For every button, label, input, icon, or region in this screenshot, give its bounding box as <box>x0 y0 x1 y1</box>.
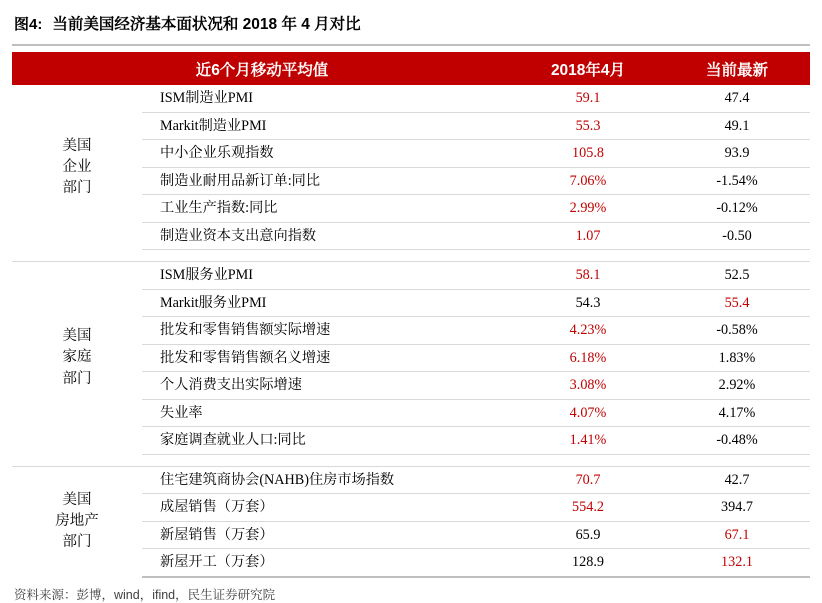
value-april: 1.07 <box>512 222 664 250</box>
value-april: 128.9 <box>512 549 664 577</box>
figure-label: 图4: <box>14 15 43 33</box>
table-row <box>12 466 810 494</box>
value-april: 70.7 <box>512 466 664 494</box>
spacer-cell <box>142 454 512 466</box>
metric-name: 工业生产指数:同比 <box>142 195 512 223</box>
value-current: 93.9 <box>664 140 810 168</box>
sector-line: 美国 <box>62 137 92 154</box>
group-spacer <box>12 454 810 466</box>
metric-name: Markit制造业PMI <box>142 112 512 140</box>
table-row <box>12 262 810 290</box>
column-header-april: 2018年4月 <box>512 52 664 85</box>
value-current: 2.92% <box>664 372 810 400</box>
value-current: -0.48% <box>664 427 810 455</box>
value-april: 2.99% <box>512 195 664 223</box>
value-april: 65.9 <box>512 521 664 549</box>
metric-name: 批发和零售销售额名义增速 <box>142 344 512 372</box>
sector-line: 企业 <box>62 158 92 175</box>
metric-name: Markit服务业PMI <box>142 289 512 317</box>
value-current: 49.1 <box>664 112 810 140</box>
spacer-cell <box>12 250 142 262</box>
value-april: 554.2 <box>512 494 664 522</box>
source-note: 资料来源：彭博，wind，ifind，民生证券研究院 <box>14 587 276 602</box>
value-current: 1.83% <box>664 344 810 372</box>
spacer-cell <box>664 454 810 466</box>
metric-name: 中小企业乐观指数 <box>142 140 512 168</box>
value-current: -0.12% <box>664 195 810 223</box>
sector-line: 部门 <box>62 179 92 196</box>
value-april: 4.07% <box>512 399 664 427</box>
metric-name: 住宅建筑商协会(NAHB)住房市场指数 <box>142 466 512 494</box>
value-current: 42.7 <box>664 466 810 494</box>
table-body <box>12 85 810 577</box>
value-april: 54.3 <box>512 289 664 317</box>
sector-line: 家庭 <box>62 349 92 366</box>
sector-line: 部门 <box>62 370 92 387</box>
sector-label-realestate <box>12 466 142 577</box>
metric-name: 制造业耐用品新订单:同比 <box>142 167 512 195</box>
spacer-cell <box>512 250 664 262</box>
metric-name: 成屋销售（万套） <box>142 494 512 522</box>
table-header-row <box>12 52 810 85</box>
value-april: 55.3 <box>512 112 664 140</box>
value-current: -0.50 <box>664 222 810 250</box>
value-current: 394.7 <box>664 494 810 522</box>
spacer-cell <box>664 250 810 262</box>
economic-indicator-table <box>12 52 810 578</box>
spacer-cell <box>12 454 142 466</box>
metric-name: ISM制造业PMI <box>142 85 512 112</box>
value-april: 4.23% <box>512 317 664 345</box>
metric-name: 批发和零售销售额实际增速 <box>142 317 512 345</box>
group-spacer <box>12 250 810 262</box>
value-current: 132.1 <box>664 549 810 577</box>
value-current: 47.4 <box>664 85 810 112</box>
value-current: 4.17% <box>664 399 810 427</box>
value-current: 52.5 <box>664 262 810 290</box>
sector-line: 部门 <box>62 534 92 550</box>
value-april: 6.18% <box>512 344 664 372</box>
value-current: -1.54% <box>664 167 810 195</box>
sector-line: 美国 <box>62 328 92 345</box>
value-april: 7.06% <box>512 167 664 195</box>
metric-name: ISM服务业PMI <box>142 262 512 290</box>
spacer-cell <box>512 454 664 466</box>
metric-name: 新屋销售（万套） <box>142 521 512 549</box>
metric-name: 制造业资本支出意向指数 <box>142 222 512 250</box>
sector-line: 美国 <box>62 491 92 508</box>
value-current: -0.58% <box>664 317 810 345</box>
column-header-metric: 近6个月移动平均值 <box>12 52 512 85</box>
spacer-cell <box>142 250 512 262</box>
title-divider <box>12 44 810 46</box>
sector-label-corporate <box>12 85 142 250</box>
metric-name: 家庭调查就业人口:同比 <box>142 427 512 455</box>
sector-label-household <box>12 262 142 455</box>
value-current: 67.1 <box>664 521 810 549</box>
value-current: 55.4 <box>664 289 810 317</box>
column-header-current: 当前最新 <box>664 52 810 85</box>
sector-line: 房地产 <box>55 512 99 529</box>
table-row <box>12 85 810 112</box>
value-april: 3.08% <box>512 372 664 400</box>
metric-name: 失业率 <box>142 399 512 427</box>
value-april: 59.1 <box>512 85 664 112</box>
value-april: 105.8 <box>512 140 664 168</box>
value-april: 1.41% <box>512 427 664 455</box>
figure-title-row <box>12 0 810 42</box>
value-april: 58.1 <box>512 262 664 290</box>
page-title: 当前美国经济基本面状况和 2018 年 4 月对比 <box>52 16 361 33</box>
metric-name: 新屋开工（万套） <box>142 549 512 577</box>
metric-name: 个人消费支出实际增速 <box>142 372 512 400</box>
table-header <box>12 52 810 85</box>
